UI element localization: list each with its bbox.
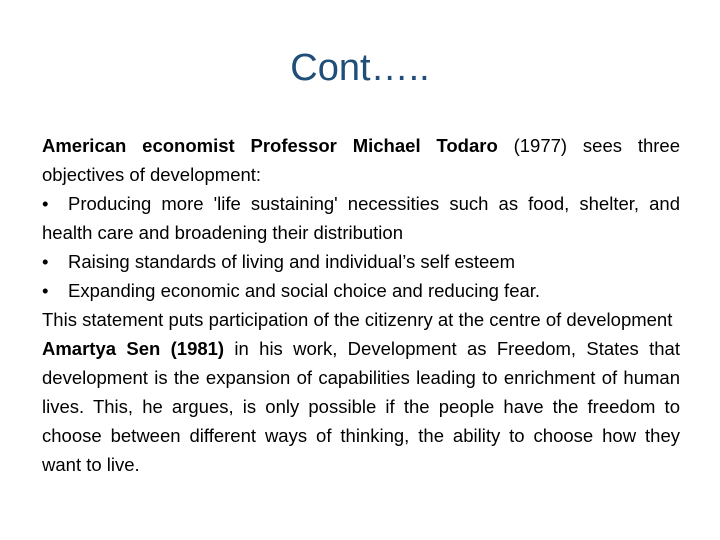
bullet-text: Raising standards of living and individual’s self esteem: [68, 251, 515, 272]
bullet-icon: •: [42, 193, 49, 214]
bullet-item: [42, 189, 680, 247]
sen-lead: Amartya Sen (1981): [42, 338, 225, 359]
todaro-lead: American economist Professor Michael Todaro: [42, 135, 498, 156]
bullet-text: Producing more 'life sustaining' necessities such as food, shelter, and health care and broadening their distribution: [42, 193, 680, 243]
slide-body: [42, 131, 680, 479]
sen-rest: in his work, Development as Freedom, States that development is the expansion of capabilities leading to enrichment of human lives. This, he argues, is only possible if the people have the freedom to choose between different ways of thinking, the ability to choose how they want to live.: [42, 338, 680, 475]
bullet-text: Expanding economic and social choice and reducing fear.: [68, 280, 541, 301]
bullet-icon: •: [42, 251, 49, 272]
participation-paragraph: This statement puts participation of the citizenry at the centre of development: [42, 309, 673, 330]
bullet-item: [42, 276, 680, 305]
bullet-icon: •: [42, 280, 49, 301]
todaro-paragraph: [42, 131, 680, 189]
bullet-item: [42, 247, 680, 276]
todaro-rest: (1977) sees three objectives of development:: [42, 135, 680, 185]
sen-paragraph: [42, 334, 680, 479]
slide-title: Cont…..: [290, 47, 430, 89]
